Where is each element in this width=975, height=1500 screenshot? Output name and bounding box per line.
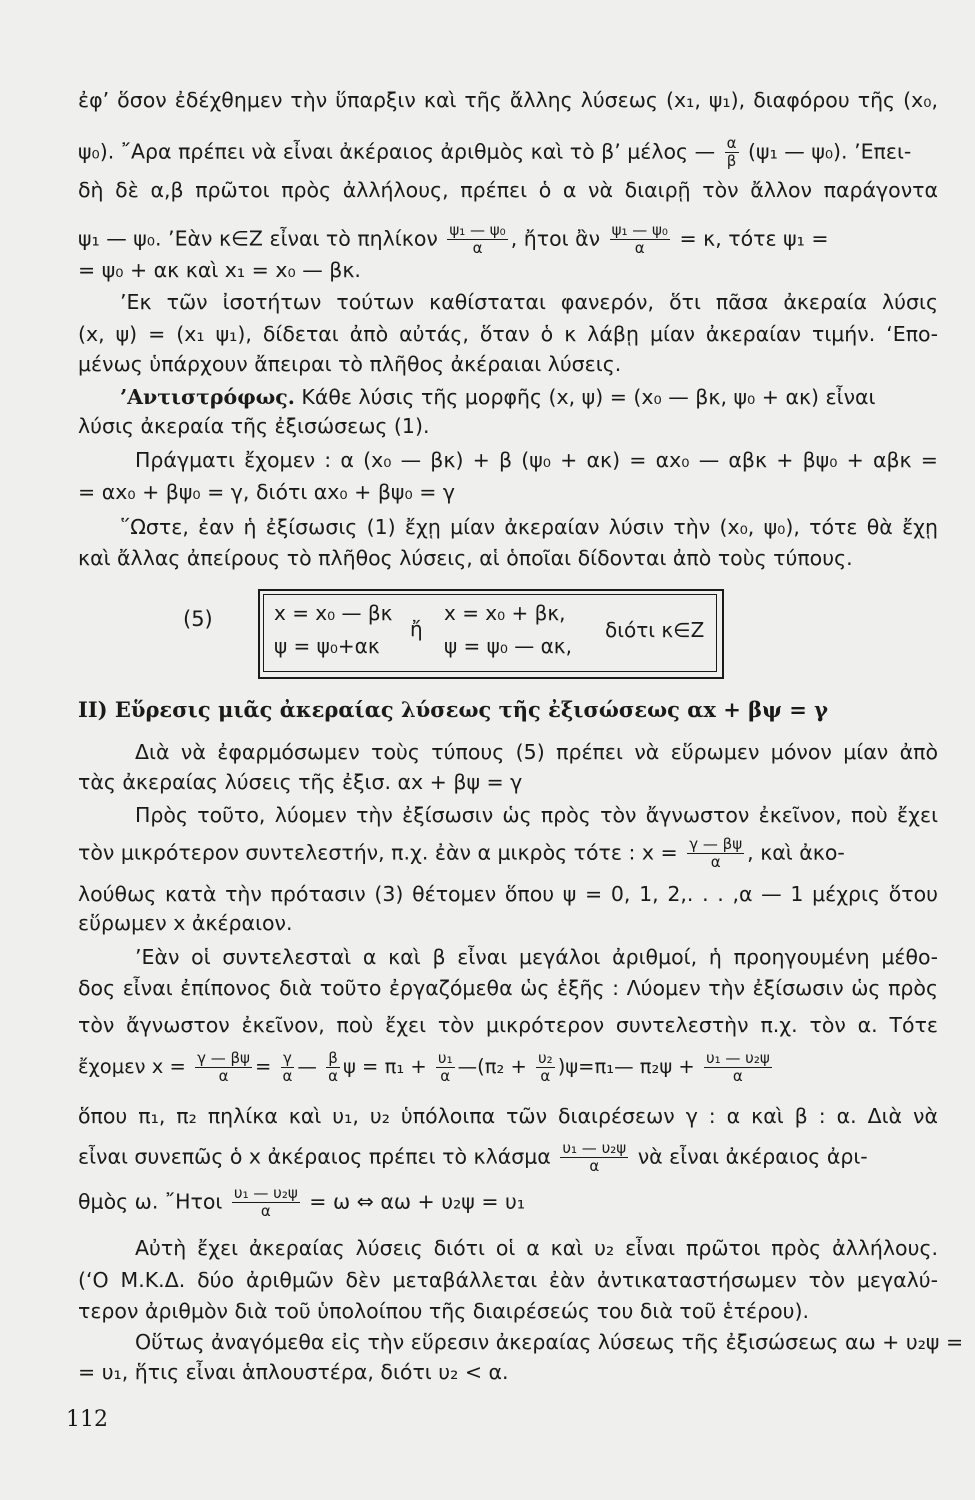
text-line: ψ₁ — ψ₀. ’Εὰν κ∈Z εἶναι τὸ πηλίκον $\frac{\text{ψ₁ — ψ₀}}{\alpha}$ , ἤτοι ἂν $\frac{\text{ψ₁ — ψ₀}}{\alpha}$ = κ, τότε ψ₁ =: [78, 221, 829, 257]
text-line: Πράγματι ἔχομεν : α (x₀ — βκ) + β (ψ₀ + ακ) = αx₀ — αβκ + βψ₀ + αβκ =: [135, 448, 938, 472]
text-line: λούθως κατὰ τὴν πρότασιν (3) θέτομεν ὅπου ψ = 0, 1, 2,. . . ,α — 1 μέχρις ὅτου: [78, 882, 938, 906]
text-line: τερον ἀριθμὸν διὰ τοῦ ὑπολοίπου τῆς διαιρέσεώς του διὰ τοῦ ἑτέρου).: [78, 1299, 810, 1323]
text-line: εἶναι συνεπῶς ὁ x ἀκέραιος πρέπει τὸ κλάσμα $\frac{\text{υ₁ — υ₂ψ}}{\alpha}$ νὰ εἶναι ἀκέραιος ἀρι-: [78, 1139, 868, 1175]
formula: ψ = ψ₀ — ακ,: [444, 634, 572, 658]
text-line: ὅπου π₁, π₂ πηλίκα καὶ υ₁, υ₂ ὑπόλοιπα τῶν διαιρέσεων γ : α καὶ β : α. Διὰ νὰ: [78, 1104, 938, 1128]
text-line: Πρὸς τοῦτο, λύομεν τὴν ἐξίσωσιν ὡς πρὸς τὸν ἄγνωστον ἐκεῖνον, ποὺ ἔχει: [135, 803, 938, 827]
text-line: ψ₀). ῎Αρα πρέπει νὰ εἶναι ἀκέραιος ἀριθμὸς καὶ τὸ β’ μέλος — $\frac{\alpha}{\beta}$ (ψ₁ — ψ₀). ’Επει-: [78, 134, 912, 170]
text-line: θμὸς ω. ῎Ητοι $\frac{\text{υ₁ — υ₂ψ}}{\alpha}$ = ω ⇔ αω + υ₂ψ = υ₁: [78, 1184, 526, 1220]
formula-condition: διότι κ∈Z: [605, 618, 705, 642]
text-line: λύσις ἀκεραία τῆς ἐξισώσεως (1).: [78, 414, 430, 438]
fraction: $\frac{\text{ψ₁ — ψ₀}}{\alpha}$: [449, 221, 506, 257]
text-line: τὸν μικρότερον συντελεστήν, π.χ. ἐὰν α μικρὸς τότε : x = $\frac{\gamma — \beta\psi}{\alpha}$ , καὶ ἀκο-: [78, 835, 845, 871]
section-heading: II) Εὕρεσις μιᾶς ἀκεραίας λύσεως τῆς ἐξισώσεως αx + βψ = γ: [78, 697, 828, 722]
text-line: Οὕτως ἀναγόμεθα εἰς τὴν εὕρεσιν ἀκεραίας λύσεως τῆς ἐξισώσεως αω + υ₂ψ =: [135, 1330, 964, 1354]
text-line: ἐφ’ ὅσον ἐδέχθημεν τὴν ὕπαρξιν καὶ τῆς ἄλλης λύσεως (x₁, ψ₁), διαφόρου τῆς (x₀,: [78, 88, 938, 112]
or-label: ἤ: [410, 617, 423, 641]
text-line: = ψ₀ + ακ καὶ x₁ = x₀ — βκ.: [78, 258, 361, 282]
text-line: ’Αντιστρόφως. Κάθε λύσις τῆς μορφῆς (x, ψ) = (x₀ — βκ, ψ₀ + ακ) εἶναι: [120, 385, 876, 409]
text-line: ’Εὰν οἱ συντελεσταὶ α καὶ β εἶναι μεγάλοι ἀριθμοί, ἡ προηγουμένη μέθο-: [135, 945, 938, 969]
text-line: Διὰ νὰ ἐφαρμόσωμεν τοὺς τύπους (5) πρέπει νὰ εὕρωμεν μόνον μίαν ἀπὸ: [135, 740, 938, 764]
fraction: $\frac{\gamma — \beta\psi}{\alpha}$: [689, 835, 743, 871]
text-line: καὶ ἄλλας ἀπείρους τὸ πλῆθος λύσεις, αἱ ὁποῖαι δίδονται ἀπὸ τοὺς τύπους.: [78, 546, 853, 570]
fraction: $\frac{\alpha}{\beta}$: [726, 134, 737, 170]
formula: x = x₀ — βκ: [274, 601, 393, 625]
formula: x = x₀ + βκ,: [444, 601, 566, 625]
text-line: ’Εκ τῶν ἰσοτήτων τούτων καθίσταται φανερόν, ὅτι πᾶσα ἀκεραία λύσις: [120, 290, 938, 314]
text-line: δος εἶναι ἐπίπονος διὰ τοῦτο ἐργαζόμεθα ὡς ἑξῆς : Λύομεν τὴν ἐξίσωσιν ὡς πρὸς: [78, 976, 938, 1000]
text-line: ἔχομεν x = $\frac{\gamma — \beta\psi}{\alpha}$ = $\frac{\gamma}{\alpha}$ — $\frac{\beta}{\alpha}$ ψ = π₁ + $\frac{\text{υ₁}}{\alpha}$ —(π₂ + $\frac{\text{υ₂}}{\alpha}$ )ψ=π₁— π₂ψ + $\frac{\text{υ₁ — υ₂ψ}}{\alpha}$: [78, 1049, 770, 1085]
equation-label: (5): [183, 607, 213, 631]
text-line: (x, ψ) = (x₁ ψ₁), δίδεται ἀπὸ αὐτάς, ὅταν ὁ κ λάβῃ μίαν ἀκεραίαν τιμήν. ‘Επο-: [78, 322, 938, 346]
text-line: τὸν ἄγνωστον ἐκεῖνον, ποὺ ἔχει τὸν μικρότερον συντελεστὴν π.χ. τὸν α. Τότε: [78, 1013, 938, 1037]
text-line: τὰς ἀκεραίας λύσεις τῆς ἐξισ. αx + βψ = γ: [78, 770, 523, 794]
text-line: ῞Ωστε, ἐαν ἡ ἐξίσωσις (1) ἔχῃ μίαν ἀκεραίαν λύσιν τὴν (x₀, ψ₀), τότε θὰ ἔχῃ: [120, 515, 938, 539]
formula: ψ = ψ₀+ακ: [274, 634, 380, 658]
text-line: = αx₀ + βψ₀ = γ, διότι αx₀ + βψ₀ = γ: [78, 480, 456, 504]
text-line: = υ₁, ἥτις εἶναι ἁπλουστέρα, διότι υ₂ < α.: [78, 1360, 509, 1384]
text-line: Αὐτὴ ἔχει ἀκεραίας λύσεις διότι οἱ α καὶ υ₂ εἶναι πρῶτοι πρὸς ἀλλήλους.: [135, 1236, 938, 1260]
text-line: εὕρωμεν x ἀκέραιον.: [78, 911, 293, 935]
text-line: μένως ὑπάρχουν ἄπειραι τὸ πλῆθος ἀκέραιαι λύσεις.: [78, 352, 622, 376]
fraction: $\frac{\text{ψ₁ — ψ₀}}{\alpha}$: [611, 221, 668, 257]
text-line: (‘Ο Μ.Κ.Δ. δύο ἀριθμῶν δὲν μεταβάλλεται ἐὰν ἀντικαταστήσωμεν τὸν μεγαλύ-: [78, 1268, 938, 1292]
text-line: δὴ δὲ α,β πρῶτοι πρὸς ἀλλήλους, πρέπει ὁ α νὰ διαιρῇ τὸν ἄλλον παράγοντα: [78, 178, 938, 202]
page-number: 112: [66, 1407, 108, 1432]
